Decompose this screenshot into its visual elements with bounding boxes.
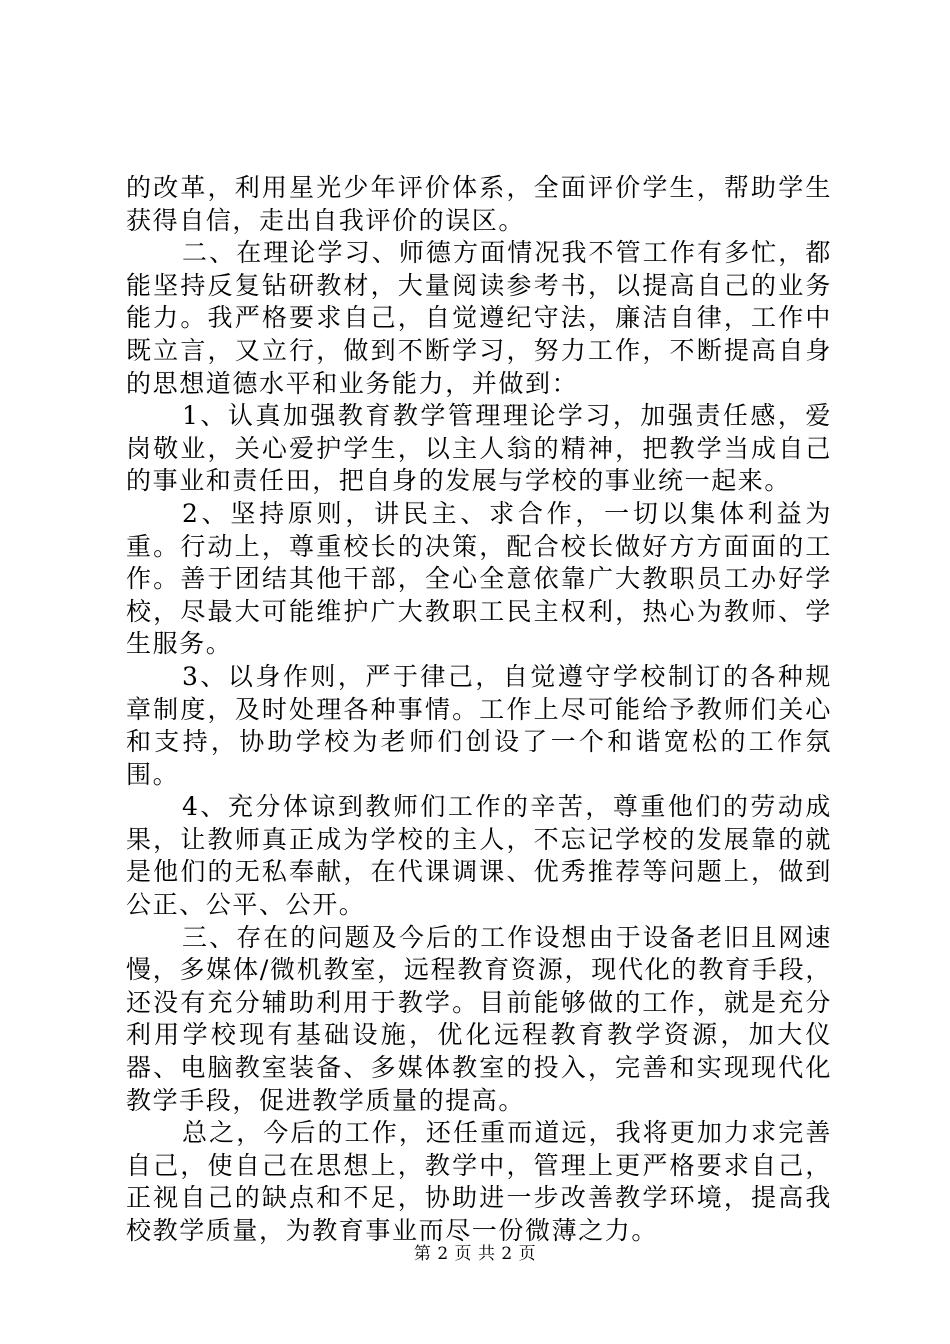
paragraph-5: 3、以身作则，严于律己，自觉遵守学校制订的各种规章制度，及时处理各种事情。工作上尽可能给予教师们关心和支持，协助学校为老师们创设了一个和谐宽松的工作氛围。	[126, 661, 832, 789]
paragraph-1: 的改革，利用星光少年评价体系，全面评价学生，帮助学生获得自信，走出自我评价的误区。	[126, 173, 832, 235]
paragraph-2: 二、在理论学习、师德方面情况我不管工作有多忙，都能坚持反复钻研教材，大量阅读参考书，以提高自己的业务能力。我严格要求自己，自觉遵纪守法，廉洁自律，工作中既立言，又立行，做到不断学习，努力工作，不断提高自身的思想道德水平和业务能力，并做到：	[126, 238, 832, 398]
document-body	[126, 172, 832, 1248]
paragraph-6: 4、充分体谅到教师们工作的辛苦，尊重他们的劳动成果，让教师真正成为学校的主人，不忘记学校的发展靠的就是他们的无私奉献，在代课调课、优秀推荐等问题上，做到公正、公平、公开。	[126, 792, 832, 920]
paragraph-3: 1、认真加强教育教学管理理论学习，加强责任感，爱岗敬业，关心爱护学生，以主人翁的精神，把教学当成自己的事业和责任田，把自身的发展与学校的事业统一起来。	[126, 401, 832, 496]
page-number-footer: 第 2 页 共 2 页	[413, 1244, 537, 1264]
paragraph-8: 总之，今后的工作，还任重而道远，我将更加力求完善自己，使自己在思想上，教学中，管理上更严格要求自己，正视自己的缺点和不足，协助进一步改善教学环境，提高我校教学质量，为教育事业而尽一份微薄之力。	[126, 1118, 832, 1245]
paragraph-7: 三、存在的问题及今后的工作设想由于设备老旧且网速慢，多媒体/微机教室，远程教育资源，现代化的教育手段，还没有充分辅助利用于教学。目前能够做的工作，就是充分利用学校现有基础设施，优化远程教育教学资源，加大仪器、电脑教室装备、多媒体教室的投入，完善和实现现代化教学手段，促进教学质量的提高。	[126, 922, 832, 1115]
paragraph-4: 2、坚持原则，讲民主、求合作，一切以集体利益为重。行动上，尊重校长的决策，配合校长做好方方面面的工作。善于团结其他干部，全心全意依靠广大教职员工办好学校，尽最大可能维护广大教职工民主权利，热心为教师、学生服务。	[126, 498, 832, 659]
